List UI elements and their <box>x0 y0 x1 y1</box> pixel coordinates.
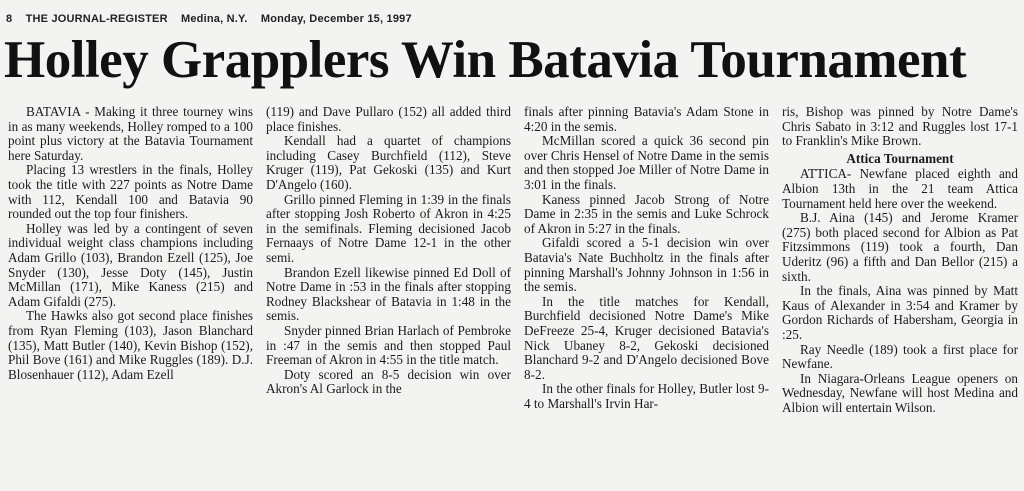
paragraph: Kaness pinned Jacob Strong of Notre Dame in 2:35 in the semis and Luke Schrock of Akron in 5:27 in the finals. <box>524 191 769 236</box>
page-number: 8 <box>6 13 13 25</box>
paragraph: finals after pinning Batavia's Adam Stone in 4:20 in the semis. <box>524 105 769 134</box>
section-subhead: Attica Tournament <box>846 150 954 166</box>
article-column-1 <box>8 105 253 491</box>
paragraph: McMillan scored a quick 36 second pin over Chris Hensel of Notre Dame in the semis and then stopped Joe Miller of Notre Dame in 3:01 in the finals. <box>524 133 769 192</box>
article-column-2 <box>266 105 511 491</box>
paragraph: Ray Needle (189) took a first place for Newfane. <box>782 341 1018 372</box>
paragraph: Doty scored an 8-5 decision win over Akron's Al Garlock in the <box>266 366 511 397</box>
paragraph: Snyder pinned Brian Harlach of Pembroke in :47 in the semis and then stopped Paul Freeman of Akron in 4:55 in the title match. <box>266 322 511 368</box>
paragraph: (119) and Dave Pullaro (152) all added third place finishes. <box>266 105 511 134</box>
paragraph: B.J. Aina (145) and Jerome Kramer (275) both placed second for Albion as Pat Fitzsimmons (119) took a fourth, Dan Uderitz (96) a fifth and Dan Bellor (215) a sixth. <box>782 210 1018 284</box>
paragraph: Grillo pinned Fleming in 1:39 in the finals after stopping Josh Roberto of Akron in 4:25 in the semifinals. Fleming decisioned Jacob Fernaays of Notre Dame 12-1 in the other semi. <box>266 191 511 265</box>
location: Medina, N.Y. <box>180 13 248 25</box>
date: Monday, December 15, 1997 <box>260 13 412 25</box>
paragraph: ris, Bishop was pinned by Notre Dame's Chris Sabato in 3:12 and Ruggles lost 17-1 to Franklin's Mike Brown. <box>782 105 1018 149</box>
page-header <box>6 13 422 25</box>
paragraph: Holley was led by a contingent of seven individual weight class champions including Adam Grillo (103), Brandon Ezell (125), Joe Snyder (130), Jesse Doty (145), Justin McMillan (171), Mike Kaness (215) and Adam Gifaldi (275). <box>8 220 253 309</box>
paragraph: Gifaldi scored a 5-1 decision win over Batavia's Nate Buchholtz in the finals after pinning Marshall's Johnny Johnson in 1:56 in the semis. <box>524 235 769 295</box>
paragraph: In Niagara-Orleans League openers on Wednesday, Newfane will host Medina and Albion will entertain Wilson. <box>782 370 1018 415</box>
paragraph: ATTICA- Newfane placed eighth and Albion 13th in the 21 team Attica Tournament held here over the weekend. <box>782 166 1018 211</box>
paragraph: Placing 13 wrestlers in the finals, Holley took the title with 227 points as Notre Dame with 112, Kendall 100 and Batavia 90 rounded out the top four finishers. <box>8 162 253 222</box>
paragraph: In the other finals for Holley, Butler lost 9-4 to Marshall's Irvin Har- <box>524 381 769 411</box>
article-column-3 <box>524 105 769 491</box>
paper-name: THE JOURNAL-REGISTER <box>25 13 168 25</box>
headline: Holley Grapplers Win Batavia Tournament <box>4 31 967 89</box>
paragraph: BATAVIA - Making it three tourney wins in as many weekends, Holley romped to a 100 point plus victory at the Batavia Tournament here Saturday. <box>8 105 253 163</box>
paragraph: The Hawks also got second place finishes from Ryan Fleming (103), Jason Blanchard (135), Matt Butler (140), Kevin Bishop (152), Phil Bove (161) and Mike Ruggles (189). D.J. Blosenhauer (112), Adam Ezell <box>8 308 253 382</box>
paragraph: In the finals, Aina was pinned by Matt Kaus of Alexander in 3:54 and Kramer by Gordon Richards of Habersham, Georgia in :25. <box>782 283 1018 342</box>
paragraph: Brandon Ezell likewise pinned Ed Doll of Notre Dame in :53 in the finals after stopping Rodney Blackshear of Batavia in 1:48 in the semis. <box>266 264 511 324</box>
paragraph: In the title matches for Kendall, Burchfield decisioned Notre Dame's Mike DeFreeze 25-4, Kruger decisioned Batavia's Nick Ubaney 8-2, Gekoski decisioned Blanchard 9-2 and D'Angelo decisioned Bove 8-2. <box>524 293 769 382</box>
article-column-4 <box>782 105 1018 491</box>
paragraph: Kendall had a quartet of champions including Casey Burchfield (112), Steve Kruger (119), Pat Gekoski (135) and Kurt D'Angelo (160). <box>266 133 511 192</box>
